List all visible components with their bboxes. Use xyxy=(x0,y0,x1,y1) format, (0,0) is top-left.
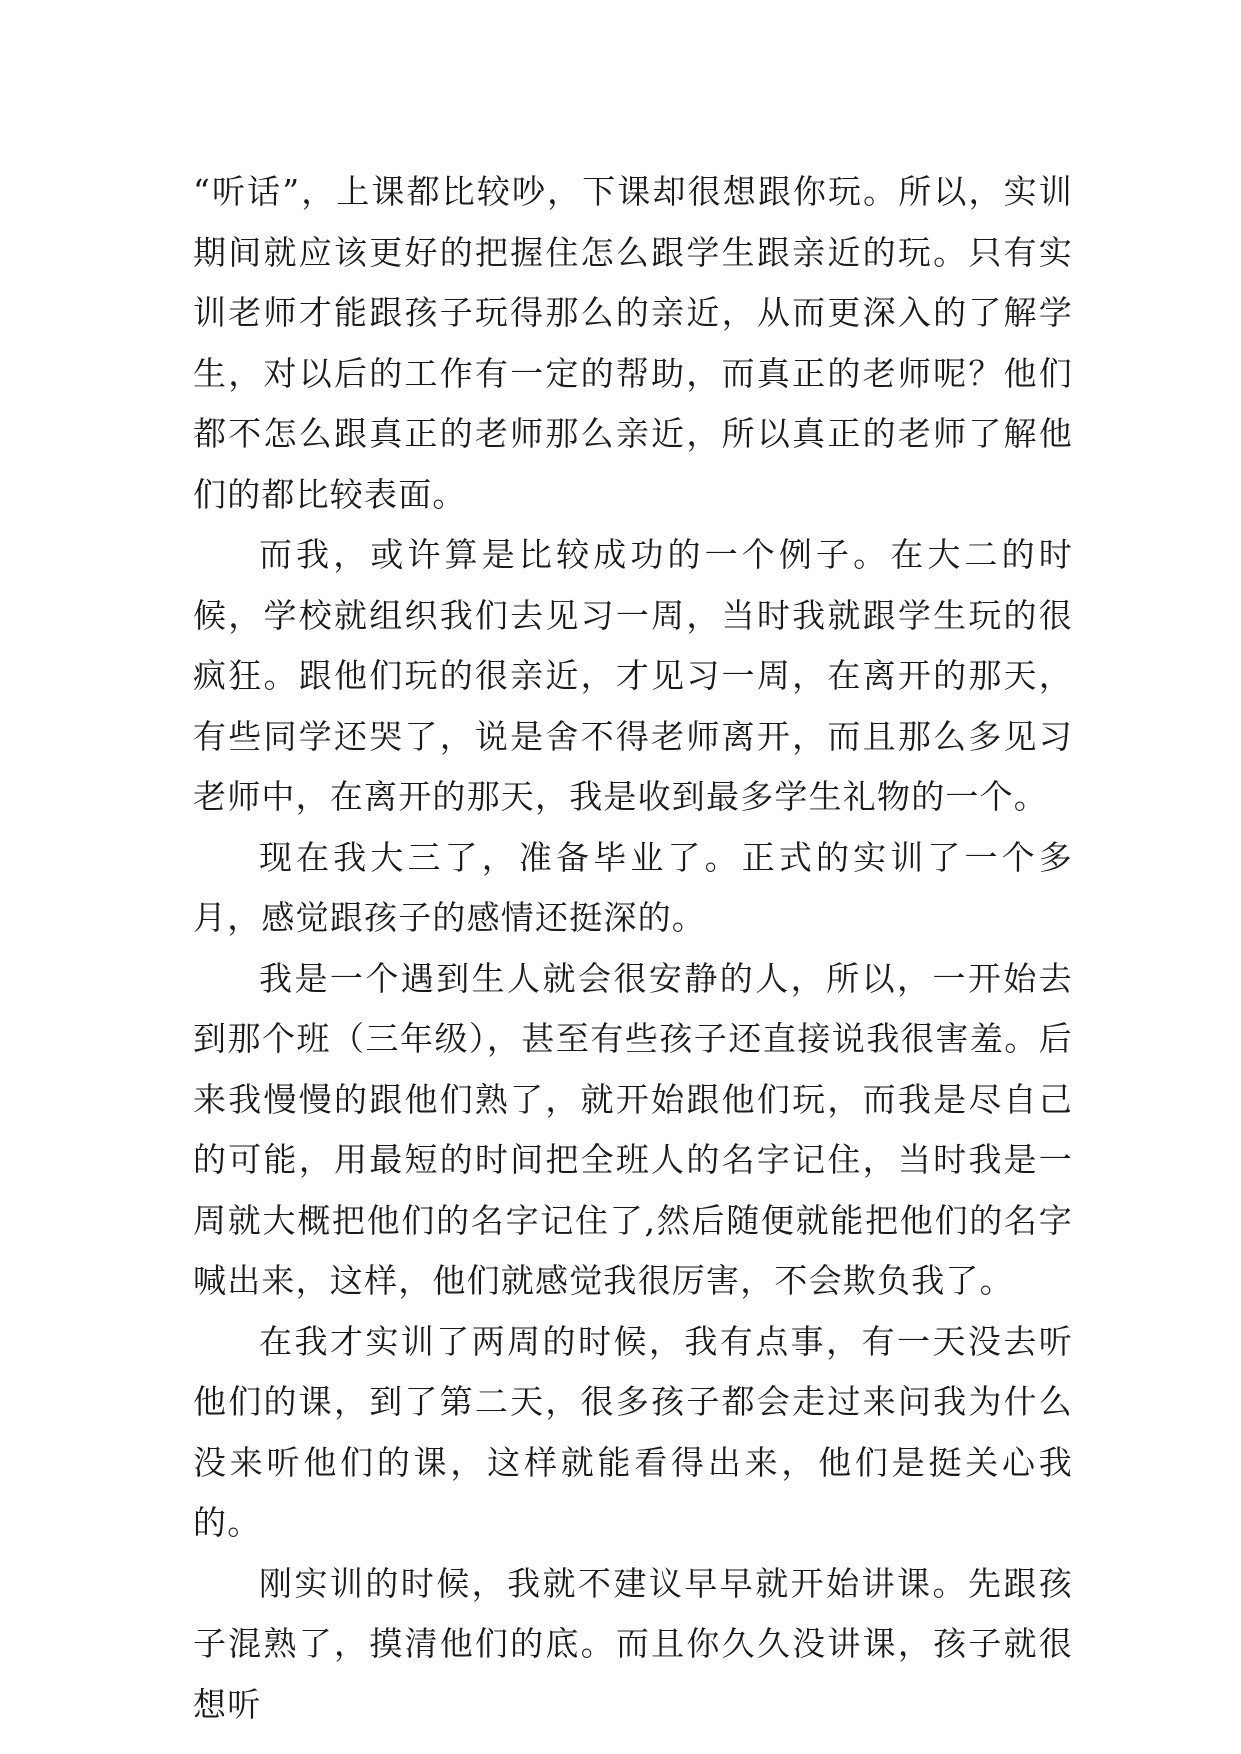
paragraph-5: 在我才实训了两周的时候，我有点事，有一天没去听他们的课，到了第二天，很多孩子都会走过来问我为什么没来听他们的课，这样就能看得出来，他们是挺关心我的。 xyxy=(193,1321,1073,1542)
paragraph-6: 刚实训的时候，我就不建议早早就开始讲课。先跟孩子混熟了，摸清他们的底。而且你久久没讲课，孩子就很想听 xyxy=(193,1563,1073,1724)
paragraph-1: “听话”，上课都比较吵，下课却很想跟你玩。所以，实训期间就应该更好的把握住怎么跟学生跟亲近的玩。只有实训老师才能跟孩子玩得那么的亲近，从而更深入的了解学生，对以后的工作有一定的帮助，而真正的老师呢？他们都不怎么跟真正的老师那么亲近，所以真正的老师了解他们的都比较表面。 xyxy=(193,172,1073,514)
document-body xyxy=(193,162,1073,1735)
paragraph-2: 而我，或许算是比较成功的一个例子。在大二的时候，学校就组织我们去见习一周，当时我就跟学生玩的很疯狂。跟他们玩的很亲近，才见习一周，在离开的那天，有些同学还哭了，说是舍不得老师离开，而且那么多见习老师中，在离开的那天，我是收到最多学生礼物的一个。 xyxy=(193,535,1073,816)
paragraph-3: 现在我大三了，准备毕业了。正式的实训了一个多月，感觉跟孩子的感情还挺深的。 xyxy=(193,837,1073,937)
paragraph-4: 我是一个遇到生人就会很安静的人，所以，一开始去到那个班（三年级），甚至有些孩子还直接说我很害羞。后来我慢慢的跟他们熟了，就开始跟他们玩，而我是尽自己的可能，用最短的时间把全班人的名字记住，当时我是一周就大概把他们的名字记住了,然后随便就能把他们的名字喊出来，这样，他们就感觉我很厉害，不会欺负我了。 xyxy=(193,958,1073,1300)
